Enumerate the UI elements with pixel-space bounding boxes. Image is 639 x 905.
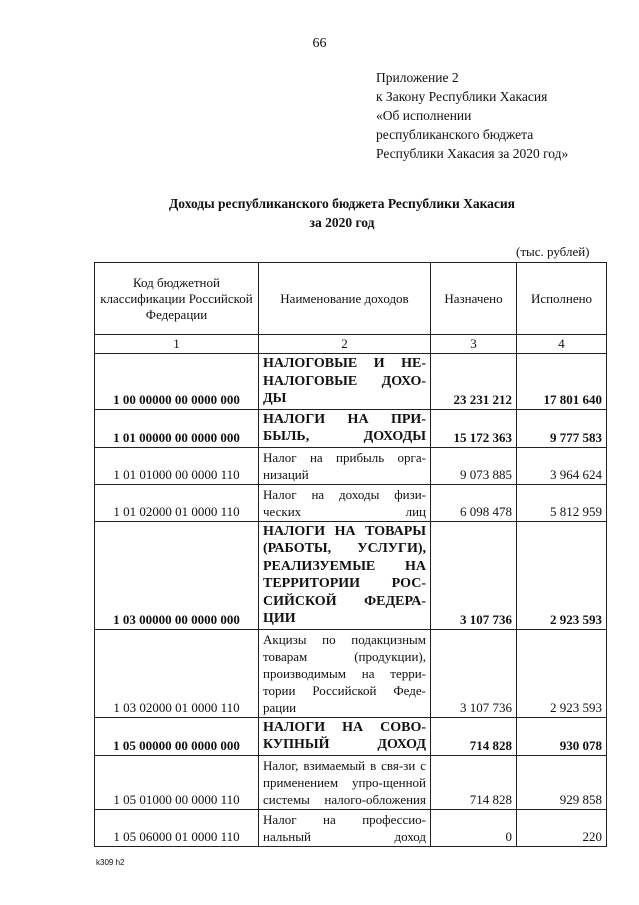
row-executed: 9 777 583	[517, 409, 607, 447]
row-executed: 2 923 593	[517, 629, 607, 717]
row-name: НАЛОГИ НА СОВО-КУПНЫЙ ДОХОД	[259, 717, 431, 755]
row-assigned: 3 107 736	[431, 521, 517, 629]
row-executed: 220	[517, 809, 607, 846]
row-code: 1 01 00000 00 0000 000	[95, 409, 259, 447]
row-executed: 929 858	[517, 755, 607, 809]
row-code: 1 05 06000 01 0000 110	[95, 809, 259, 846]
table-header-row	[95, 263, 607, 335]
row-assigned: 0	[431, 809, 517, 846]
page-number: 66	[312, 36, 327, 51]
row-assigned: 3 107 736	[431, 629, 517, 717]
row-executed: 2 923 593	[517, 521, 607, 629]
row-assigned: 714 828	[431, 717, 517, 755]
appendix-line: Республики Хакасия за 2020 год»	[376, 146, 569, 161]
table-row	[95, 484, 607, 521]
row-name: Налог на профессио-нальный доход	[259, 809, 431, 846]
table-row	[95, 354, 607, 410]
header-name: Наименование доходов	[259, 263, 431, 335]
row-assigned: 23 231 212	[431, 354, 517, 410]
table-row	[95, 717, 607, 755]
row-name: Налог на доходы физи-ческих лиц	[259, 484, 431, 521]
row-assigned: 6 098 478	[431, 484, 517, 521]
title-line: Доходы республиканского бюджета Республики Хакасия	[169, 196, 515, 211]
row-assigned: 9 073 885	[431, 447, 517, 484]
row-code: 1 05 01000 00 0000 110	[95, 755, 259, 809]
appendix-line: Приложение 2	[376, 70, 459, 85]
column-number-row	[95, 335, 607, 354]
document-title	[0, 194, 639, 232]
appendix-note	[376, 68, 568, 163]
row-code: 1 03 00000 00 0000 000	[95, 521, 259, 629]
row-name: Налог на прибыль орга-низаций	[259, 447, 431, 484]
appendix-line: республиканского бюджета	[376, 127, 534, 142]
row-code: 1 00 00000 00 0000 000	[95, 354, 259, 410]
row-name: НАЛОГОВЫЕ И НЕ-НАЛОГОВЫЕ ДОХО-ДЫ	[259, 354, 431, 410]
appendix-line: «Об исполнении	[376, 108, 472, 123]
table-row	[95, 447, 607, 484]
column-number: 4	[517, 335, 607, 354]
row-code: 1 03 02000 01 0000 110	[95, 629, 259, 717]
header-assigned: Назначено	[431, 263, 517, 335]
title-line: за 2020 год	[309, 215, 375, 230]
row-name: Налог, взимаемый в свя-зи с применением упро-щенной системы налого-обложения	[259, 755, 431, 809]
row-assigned: 714 828	[431, 755, 517, 809]
row-name: Акцизы по подакцизным товарам (продукции), производимым на терри-тории Российской Феде-рации	[259, 629, 431, 717]
row-executed: 3 964 624	[517, 447, 607, 484]
units-label: (тыс. рублей)	[516, 244, 590, 259]
table-row	[95, 521, 607, 629]
table-row	[95, 809, 607, 846]
row-code: 1 01 02000 01 0000 110	[95, 484, 259, 521]
row-name: НАЛОГИ НА ПРИ-БЫЛЬ, ДОХОДЫ	[259, 409, 431, 447]
header-executed: Исполнено	[517, 263, 607, 335]
row-code: 1 01 01000 00 0000 110	[95, 447, 259, 484]
footer-code: k309 h2	[96, 858, 125, 867]
table-body	[95, 354, 607, 847]
revenue-table	[94, 262, 607, 847]
table-row	[95, 409, 607, 447]
row-assigned: 15 172 363	[431, 409, 517, 447]
row-executed: 930 078	[517, 717, 607, 755]
row-executed: 17 801 640	[517, 354, 607, 410]
row-executed: 5 812 959	[517, 484, 607, 521]
column-number: 2	[259, 335, 431, 354]
row-code: 1 05 00000 00 0000 000	[95, 717, 259, 755]
row-name: НАЛОГИ НА ТОВАРЫ (РАБОТЫ, УСЛУГИ), РЕАЛИЗУЕМЫЕ НА ТЕРРИТОРИИ РОС-СИЙСКОЙ ФЕДЕРА-ЦИИ	[259, 521, 431, 629]
table-row	[95, 629, 607, 717]
appendix-line: к Закону Республики Хакасия	[376, 89, 548, 104]
header-code: Код бюджетной классификации Российской Федерации	[95, 263, 259, 335]
column-number: 1	[95, 335, 259, 354]
table-row	[95, 755, 607, 809]
column-number: 3	[431, 335, 517, 354]
